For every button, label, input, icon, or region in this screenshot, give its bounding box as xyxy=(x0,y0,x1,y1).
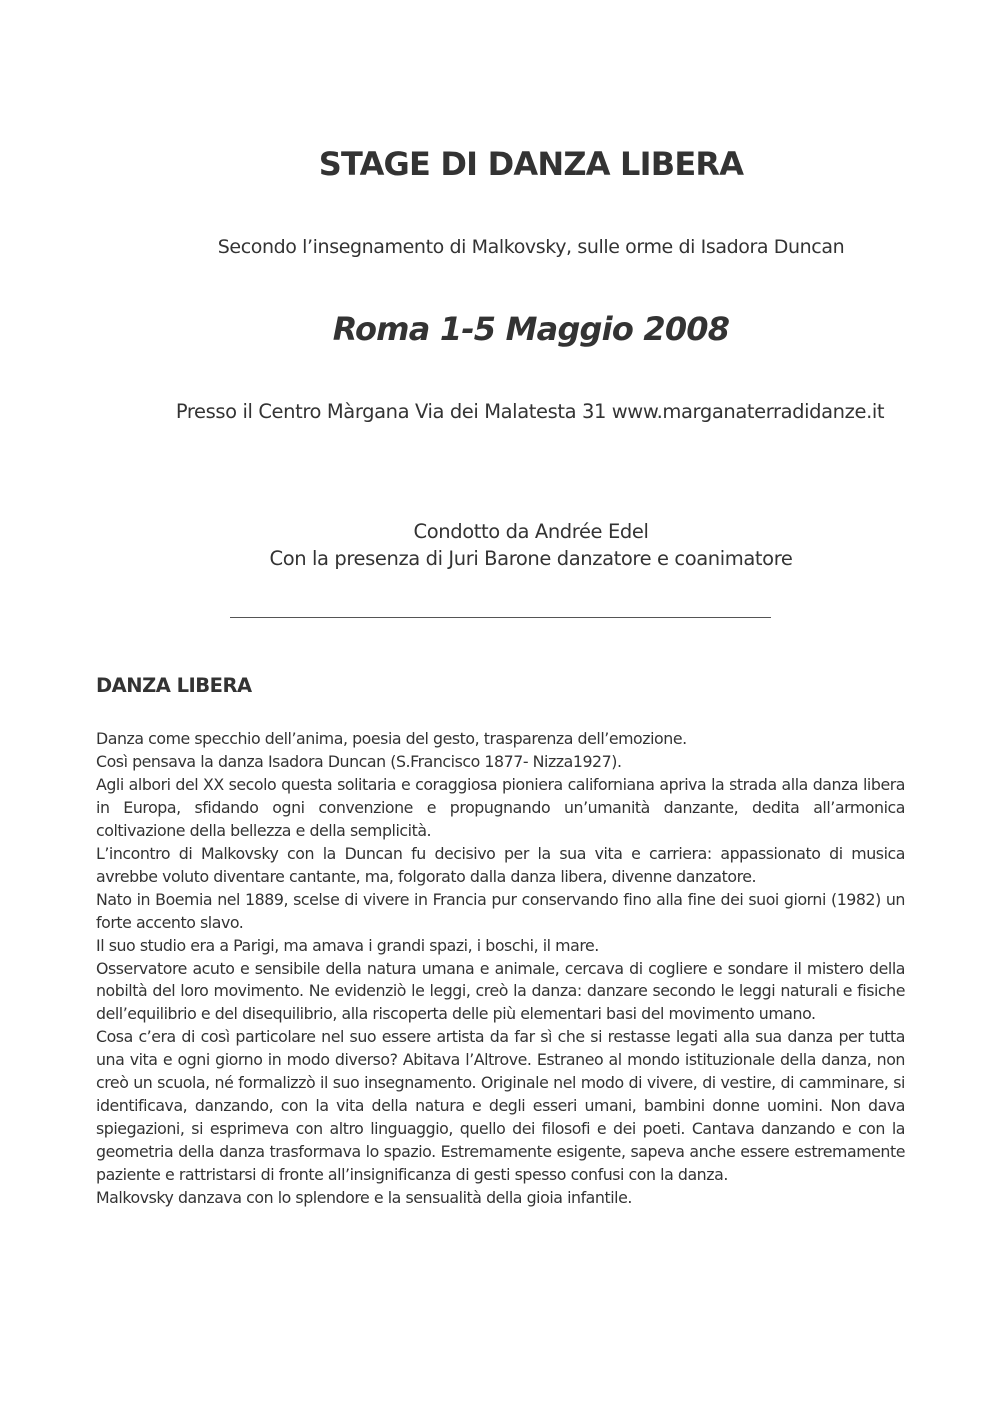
document-title: STAGE DI DANZA LIBERA xyxy=(318,145,744,183)
event-venue: Presso il Centro Màrgana Via dei Malatesta 31 www.marganaterradidanze.it xyxy=(175,400,885,423)
body-paragraph: Malkovsky danzava con lo splendore e la sensualità della gioia infantile. xyxy=(96,1188,632,1208)
body-paragraph: Così pensava la danza Isadora Duncan (S.Francisco 1877- Nizza1927). xyxy=(96,751,622,771)
body-paragraph: Agli albori del XX secolo questa solitaria e coraggiosa pioniera californiana apriva la strada alla danza libera in Europa, sfidando ogni convenzione e propugnando un’umanità danzante, dedita all’armonica coltivazione della bellezza e della semplicità. xyxy=(96,774,905,840)
body-paragraph: Il suo studio era a Parigi, ma amava i grandi spazi, i boschi, il mare. xyxy=(96,935,599,955)
section-body xyxy=(96,728,905,1210)
body-paragraph: Danza come specchio dell’anima, poesia del gesto, trasparenza dell’emozione. xyxy=(96,729,687,748)
body-paragraph: L’incontro di Malkovsky con la Duncan fu decisivo per la sua vita e carriera: appassionato di musica avrebbe voluto diventare cantante, ma, folgorato dalla danza libera, divenne danzatore. xyxy=(96,843,905,886)
event-hosts xyxy=(0,518,1000,572)
body-paragraph: Nato in Boemia nel 1889, scelse di vivere in Francia pur conservando fino alla fine dei suoi giorni (1982) un forte accento slavo. xyxy=(96,889,905,932)
horizontal-divider xyxy=(230,617,771,618)
presence-line: Con la presenza di Juri Barone danzatore e coanimatore xyxy=(269,547,793,570)
conducted-by-line: Condotto da Andrée Edel xyxy=(413,520,649,543)
section-heading: DANZA LIBERA xyxy=(96,674,252,697)
event-date-location: Roma 1-5 Maggio 2008 xyxy=(332,310,730,348)
body-paragraph: Cosa c’era di così particolare nel suo essere artista da far sì che si restasse legati alla sua danza per tutta una vita e ogni giorno in modo diverso? Abitava l’Altrove. Estraneo al mondo istituzionale della danza, non creò un scuola, né formalizzò il suo insegnamento. Originale nel modo di vivere, di vestire, di camminare, si identificava, danzando, con la vita della natura e degli esseri umani, bambini donne uomini. Non dava spiegazioni, si esprimeva con altro linguaggio, quello dei filosofi e dei poeti. Cantava danzando e con la geometria della danza trasformava lo spazio. Estremamente esigente, sapeva anche essere estremamente paziente e rattristarsi di fronte all’insignificanza di gesti spesso confusi con la danza. xyxy=(96,1027,905,1185)
body-paragraph: Osservatore acuto e sensibile della natura umana e animale, cercava di cogliere e sondare il mistero della nobiltà del loro movimento. Ne evidenziò le leggi, creò la danza: danzare secondo le leggi naturali e fisiche dell’equilibrio e del disequilibrio, alla riscoperta delle più elementari basi del movimento umano. xyxy=(96,958,905,1024)
document-subtitle: Secondo l’insegnamento di Malkovsky, sulle orme di Isadora Duncan xyxy=(217,236,845,258)
